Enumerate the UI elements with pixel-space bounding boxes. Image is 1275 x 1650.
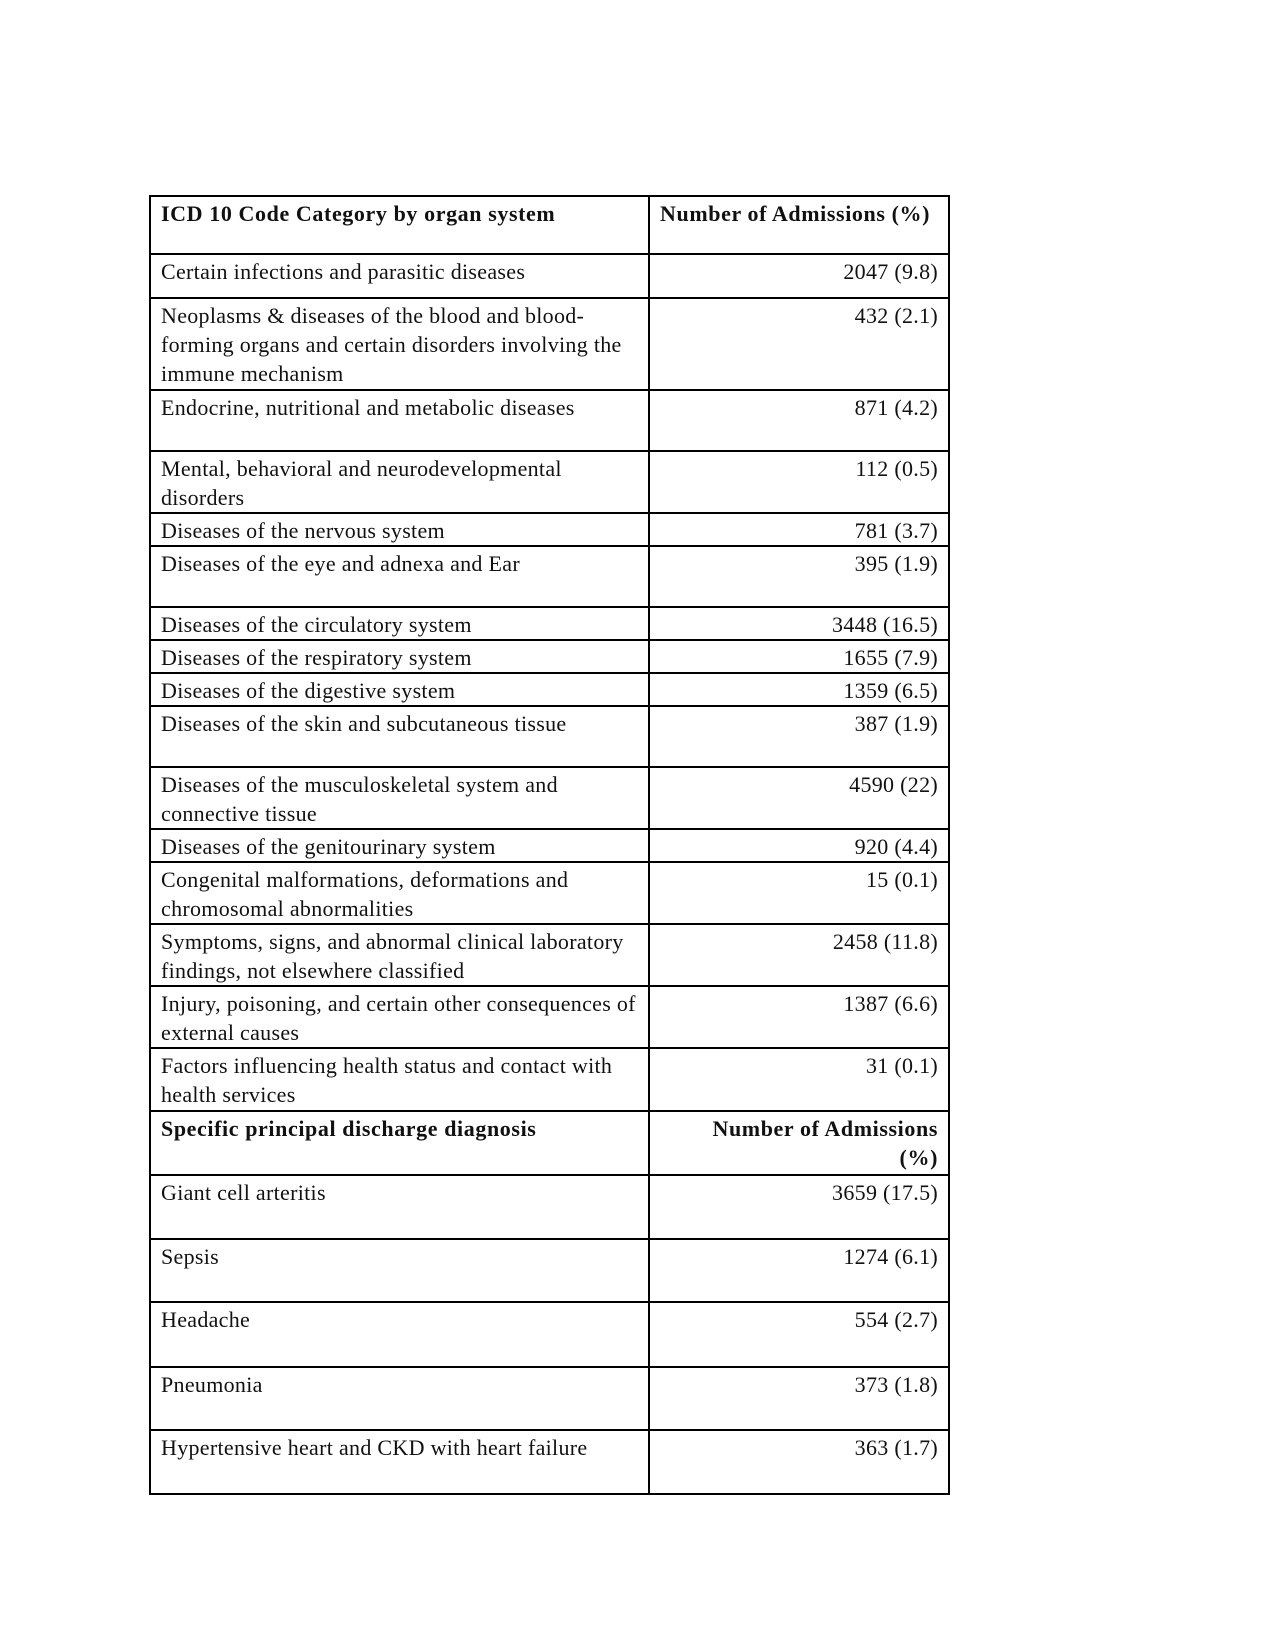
- row-value: 387 (1.9): [649, 706, 949, 767]
- table-row: [150, 1048, 949, 1111]
- row-value: 871 (4.2): [649, 390, 949, 451]
- header-count: Number of Admissions (%): [649, 196, 949, 254]
- row-label: Diseases of the digestive system: [150, 673, 649, 706]
- row-value: 920 (4.4): [649, 829, 949, 862]
- row-value: 395 (1.9): [649, 546, 949, 607]
- table-row: [150, 607, 949, 640]
- table-row: [150, 829, 949, 862]
- row-label: Diseases of the eye and adnexa and Ear: [150, 546, 649, 607]
- row-value: 4590 (22): [649, 767, 949, 829]
- table-row: [150, 451, 949, 513]
- row-label: Diseases of the circulatory system: [150, 607, 649, 640]
- table-subheader-row: [150, 1111, 949, 1175]
- table-row: [150, 1302, 949, 1367]
- row-value: 2458 (11.8): [649, 924, 949, 986]
- row-label: Factors influencing health status and contact with health services: [150, 1048, 649, 1111]
- row-label: Diseases of the respiratory system: [150, 640, 649, 673]
- row-value: 112 (0.5): [649, 451, 949, 513]
- row-label: Endocrine, nutritional and metabolic diseases: [150, 390, 649, 451]
- row-label: Diseases of the nervous system: [150, 513, 649, 546]
- table-row: [150, 640, 949, 673]
- header-category: ICD 10 Code Category by organ system: [150, 196, 649, 254]
- subheader-category: Specific principal discharge diagnosis: [150, 1111, 649, 1175]
- row-value: 1387 (6.6): [649, 986, 949, 1048]
- table-row: [150, 298, 949, 390]
- table-row: [150, 254, 949, 298]
- row-value: 1655 (7.9): [649, 640, 949, 673]
- row-label: Diseases of the musculoskeletal system and connective tissue: [150, 767, 649, 829]
- row-label: Giant cell arteritis: [150, 1175, 649, 1239]
- table-row: [150, 513, 949, 546]
- row-label: Certain infections and parasitic diseases: [150, 254, 649, 298]
- row-value: 1274 (6.1): [649, 1239, 949, 1302]
- row-label: Sepsis: [150, 1239, 649, 1302]
- table-row: [150, 1367, 949, 1430]
- row-label: Headache: [150, 1302, 649, 1367]
- row-value: 554 (2.7): [649, 1302, 949, 1367]
- row-value: 3659 (17.5): [649, 1175, 949, 1239]
- row-label: Diseases of the skin and subcutaneous tissue: [150, 706, 649, 767]
- admissions-table: [149, 195, 950, 1495]
- row-value: 373 (1.8): [649, 1367, 949, 1430]
- row-label: Congenital malformations, deformations and chromosomal abnormalities: [150, 862, 649, 924]
- row-label: Injury, poisoning, and certain other consequences of external causes: [150, 986, 649, 1048]
- table-row: [150, 1430, 949, 1494]
- table-row: [150, 390, 949, 451]
- row-label: Neoplasms & diseases of the blood and blood-forming organs and certain disorders involving the immune mechanism: [150, 298, 649, 390]
- table-row: [150, 924, 949, 986]
- row-value: 363 (1.7): [649, 1430, 949, 1494]
- table-row: [150, 706, 949, 767]
- table-row: [150, 767, 949, 829]
- row-value: 1359 (6.5): [649, 673, 949, 706]
- table-header-row: [150, 196, 949, 254]
- row-value: 2047 (9.8): [649, 254, 949, 298]
- table-row: [150, 1239, 949, 1302]
- table-row: [150, 673, 949, 706]
- subheader-count: Number of Admissions (%): [649, 1111, 949, 1175]
- row-label: Symptoms, signs, and abnormal clinical laboratory findings, not elsewhere classified: [150, 924, 649, 986]
- table-row: [150, 986, 949, 1048]
- row-label: Mental, behavioral and neurodevelopmental disorders: [150, 451, 649, 513]
- table-row: [150, 546, 949, 607]
- row-value: 15 (0.1): [649, 862, 949, 924]
- row-value: 432 (2.1): [649, 298, 949, 390]
- table-row: [150, 862, 949, 924]
- row-value: 781 (3.7): [649, 513, 949, 546]
- row-label: Diseases of the genitourinary system: [150, 829, 649, 862]
- row-label: Pneumonia: [150, 1367, 649, 1430]
- row-value: 31 (0.1): [649, 1048, 949, 1111]
- table-row: [150, 1175, 949, 1239]
- row-value: 3448 (16.5): [649, 607, 949, 640]
- row-label: Hypertensive heart and CKD with heart failure: [150, 1430, 649, 1494]
